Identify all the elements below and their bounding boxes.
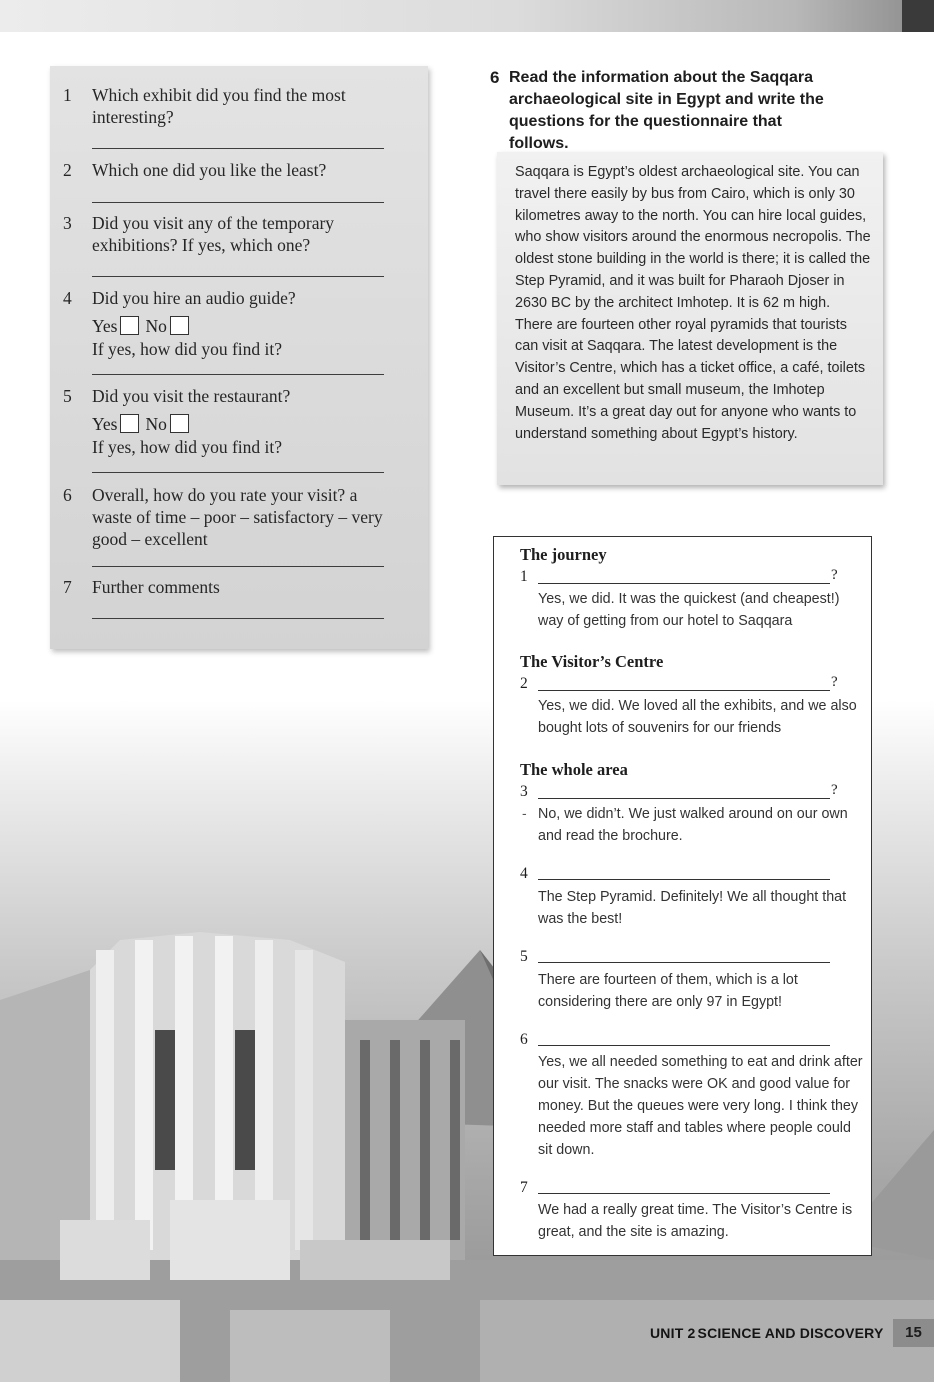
question-text: Which exhibit did you find the most interesting? <box>92 85 346 127</box>
no-label: No <box>145 414 167 434</box>
question-text: Did you visit any of the temporary exhibitions? If yes, which one? <box>92 213 335 255</box>
unit-label: UNIT 2 <box>650 1325 696 1341</box>
unit-title: SCIENCE AND DISCOVERY <box>697 1325 884 1341</box>
question-blank[interactable] <box>538 583 830 584</box>
exercise-number: 6 <box>490 68 500 87</box>
question-mark: ? <box>831 674 838 690</box>
question-number: 3 <box>520 783 528 800</box>
section-heading: The Visitor’s Centre <box>520 652 664 671</box>
no-checkbox[interactable] <box>170 316 189 335</box>
question-number: 3 <box>63 213 72 233</box>
question-number: 4 <box>520 865 528 882</box>
question-number: 5 <box>520 948 528 965</box>
question-blank[interactable] <box>538 1193 830 1194</box>
answer-text: Yes, we did. We loved all the exhibits, and we also bought lots of souvenirs for our friends <box>538 698 857 736</box>
answer-line[interactable] <box>92 374 384 375</box>
question-number: 4 <box>63 288 72 308</box>
corner-tab <box>902 0 934 32</box>
answer-text: No, we didn’t. We just walked around on our own and read the brochure. <box>538 806 848 844</box>
answer-text: The Step Pyramid. Definitely! We all thought that was the best! <box>538 889 847 927</box>
no-checkbox[interactable] <box>170 414 189 433</box>
question-number: 5 <box>63 386 72 406</box>
answer-text: We had a really great time. The Visitor’s Centre is great, and the site is amazing. <box>538 1202 853 1240</box>
answer-text: There are fourteen of them, which is a lot considering there are only 97 in Egypt! <box>538 972 798 1010</box>
answer-text: Yes, we did. It was the quickest (and cheapest!) way of getting from our hotel to Saqqara <box>538 591 840 629</box>
answer-dash: - <box>522 805 527 821</box>
question-number: 1 <box>520 568 528 585</box>
followup-text: If yes, how did you find it? <box>92 339 283 359</box>
page-number: 15 <box>893 1319 934 1347</box>
section-heading: The whole area <box>520 760 628 779</box>
answer-line[interactable] <box>92 148 384 149</box>
question-text: Overall, how do you rate your visit? a waste of time – poor – satisfactory – very good – excellent <box>92 485 383 549</box>
question-number: 7 <box>63 577 72 597</box>
answer-line[interactable] <box>92 202 384 203</box>
saqqara-info-box <box>497 152 883 485</box>
answer-text: Yes, we all needed something to eat and drink after our visit. The snacks were OK and good value for money. But the queues were very long. I think they needed more staff and tables where people could sit down. <box>538 1054 863 1158</box>
restaurant-yes-no <box>92 414 195 435</box>
section-heading: The journey <box>520 545 607 564</box>
question-blank[interactable] <box>538 1045 830 1046</box>
question-number: 2 <box>520 675 528 692</box>
followup-text: If yes, how did you find it? <box>92 437 283 457</box>
instruction-text: Read the information about the Saqqara archaeological site in Egypt and write the questions for the questionnaire that follows. <box>509 69 824 152</box>
questionnaire-panel <box>50 66 428 649</box>
yes-label: Yes <box>92 414 118 434</box>
top-band <box>0 0 934 32</box>
question-mark: ? <box>831 782 838 798</box>
question-number: 6 <box>520 1031 528 1048</box>
question-mark: ? <box>831 567 838 583</box>
yes-label: Yes <box>92 316 118 336</box>
audio-guide-yes-no <box>92 316 195 337</box>
answer-line[interactable] <box>92 618 384 619</box>
question-number: 1 <box>63 85 72 105</box>
question-blank[interactable] <box>538 798 830 799</box>
question-number: 7 <box>520 1179 528 1196</box>
answer-line[interactable] <box>92 472 384 473</box>
question-text: Did you hire an audio guide? <box>92 288 296 308</box>
answers-box <box>493 536 872 1256</box>
question-blank[interactable] <box>538 690 830 691</box>
question-blank[interactable] <box>538 962 830 963</box>
question-text: Did you visit the restaurant? <box>92 386 291 406</box>
no-label: No <box>145 316 167 336</box>
page-footer <box>650 1319 884 1347</box>
info-paragraph: Saqqara is Egypt’s oldest archaeological site. You can travel there easily by bus from Cairo, which is only 30 kilometres away to the north. You can hire local guides, who show visitors around the enormous necropolis. The oldest stone building in the world is there; it is called the Step Pyramid, and it was built for Pharaoh Djoser in 2630 BC by the architect Imhotep. It is 62 m high. There are fourteen other royal pyramids that tourists can visit at Saqqara. The latest development is the Visitor’s Centre, which has a ticket office, a café, toilets and an excellent but small museum, the Imhotep Museum. It’s a great day out for anyone who wants to understand something about Egypt’s history. <box>515 164 871 442</box>
yes-checkbox[interactable] <box>120 316 139 335</box>
question-text: Which one did you like the least? <box>92 160 327 180</box>
question-text: Further comments <box>92 577 220 597</box>
answer-line[interactable] <box>92 276 384 277</box>
yes-checkbox[interactable] <box>120 414 139 433</box>
question-number: 2 <box>63 160 72 180</box>
question-blank[interactable] <box>538 879 830 880</box>
answer-line[interactable] <box>92 566 384 567</box>
question-number: 6 <box>63 485 72 505</box>
